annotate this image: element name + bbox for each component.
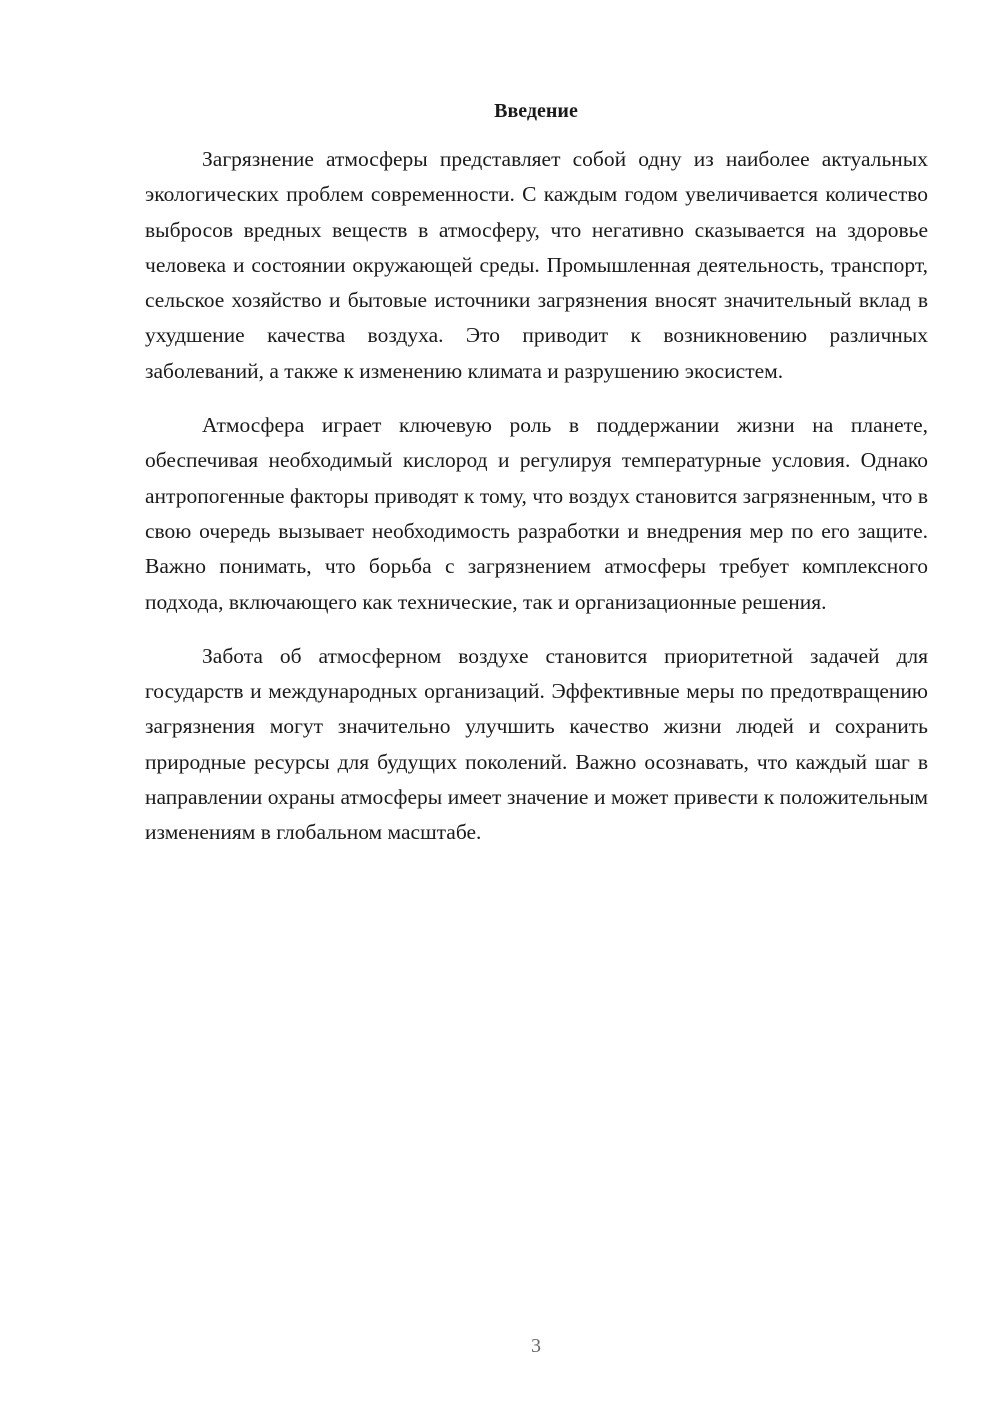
section-heading: Введение: [494, 100, 578, 122]
body-text: [145, 142, 928, 851]
paragraph-2: Атмосфера играет ключевую роль в поддержании жизни на планете, обеспечивая необходимый кислород и регулируя температурные условия. Однако антропогенные факторы приводят к тому, что воздух становится загрязненным, что в свою очередь вызывает необходимость разработки и внедрения мер по его защите. Важно понимать, что борьба с загрязнением атмосферы требует комплексного подхода, включающего как технические, так и организационные решения.: [145, 413, 928, 614]
paragraph-1: Загрязнение атмосферы представляет собой одну из наиболее актуальных экологических проблем современности. С каждым годом увеличивается количество выбросов вредных веществ в атмосферу, что негативно сказывается на здоровье человека и состоянии окружающей среды. Промышленная деятельность, транспорт, сельское хозяйство и бытовые источники загрязнения вносят значительный вклад в ухудшение качества воздуха. Это приводит к возникновению различных заболеваний, а также к изменению климата и разрушению экосистем.: [145, 147, 928, 383]
page-number: 3: [531, 1335, 541, 1357]
paragraph-3: Забота об атмосферном воздухе становится приоритетной задачей для государств и международных организаций. Эффективные меры по предотвращению загрязнения могут значительно улучшить качество жизни людей и сохранить природные ресурсы для будущих поколений. Важно осознавать, что каждый шаг в направлении охраны атмосферы имеет значение и может привести к положительным изменениям в глобальном масштабе.: [145, 643, 928, 845]
